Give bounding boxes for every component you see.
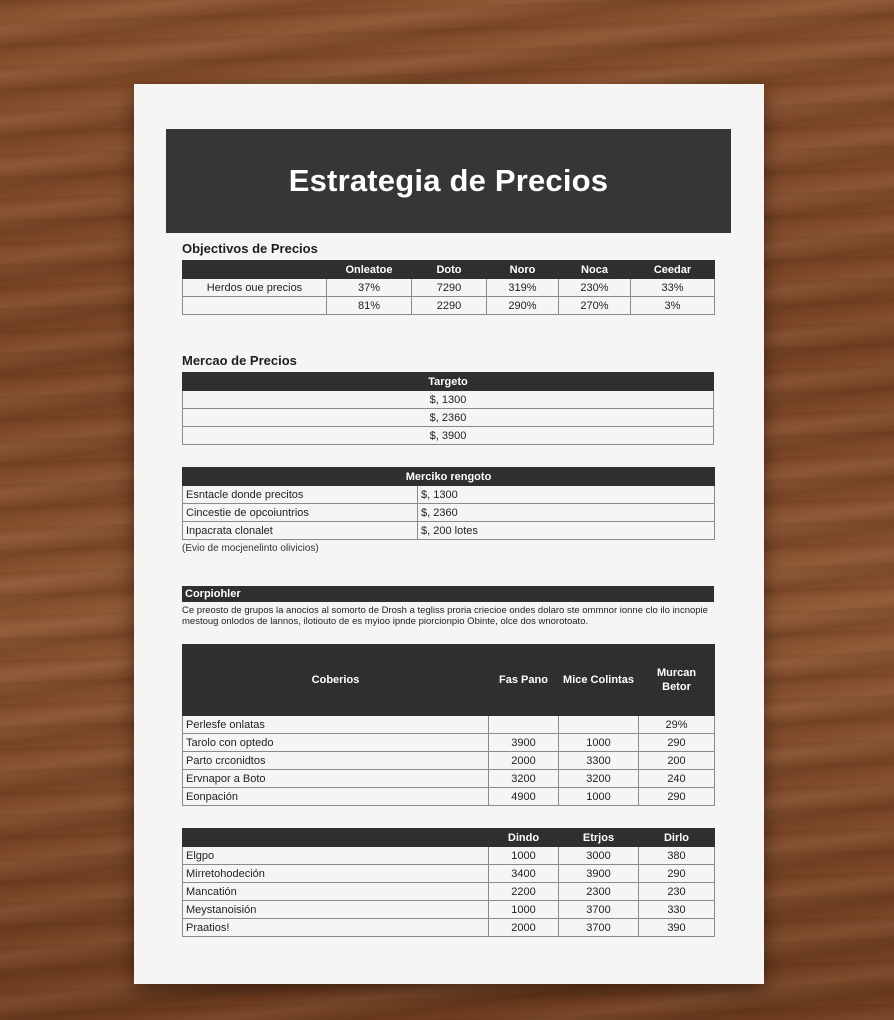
mercado-header: Merciko rengoto — [183, 468, 715, 486]
table-cell: Tarolo con optedo — [183, 734, 489, 752]
table-cell: Esntacle donde precitos — [183, 486, 418, 504]
table-cell: 319% — [487, 279, 559, 297]
table-row — [183, 486, 715, 504]
table-cell: 330 — [639, 901, 715, 919]
final-header-row — [183, 829, 715, 847]
comparativa-table — [182, 644, 715, 806]
table-row — [183, 522, 715, 540]
table-cell: 2290 — [412, 297, 487, 315]
table-cell: 240 — [639, 770, 715, 788]
table-row — [183, 427, 714, 445]
table-cell: 81% — [327, 297, 412, 315]
table-cell: 29% — [639, 716, 715, 734]
objetivos-header-row — [183, 261, 715, 279]
table-cell: Mirretohodeción — [183, 865, 489, 883]
table-row — [183, 770, 715, 788]
table-row — [183, 409, 714, 427]
table-cell: Inpacrata clonalet — [183, 522, 418, 540]
table-cell: 4900 — [489, 788, 559, 806]
table-cell: $, 1300 — [183, 391, 714, 409]
comparativa-heading: Corpiohler — [182, 586, 714, 602]
table-cell: 37% — [327, 279, 412, 297]
comparativa-col-0: Coberios — [183, 645, 489, 716]
table-cell: Perlesfe onlatas — [183, 716, 489, 734]
table-cell: 2200 — [489, 883, 559, 901]
table-cell: 3200 — [559, 770, 639, 788]
table-cell: 270% — [559, 297, 631, 315]
objetivos-col-5: Ceedar — [631, 261, 715, 279]
document-title-banner — [166, 129, 731, 233]
objetivos-col-4: Noca — [559, 261, 631, 279]
target-table — [182, 372, 714, 445]
table-cell: Mancatión — [183, 883, 489, 901]
table-row — [183, 279, 715, 297]
table-cell: 3000 — [559, 847, 639, 865]
table-cell: 390 — [639, 919, 715, 937]
table-cell: 1000 — [559, 734, 639, 752]
table-cell: Ervnapor a Boto — [183, 770, 489, 788]
mercado-heading: Mercao de Precios — [182, 353, 297, 368]
table-cell: Cincestie de opcoiuntrios — [183, 504, 418, 522]
table-cell: 3300 — [559, 752, 639, 770]
table-cell: 200 — [639, 752, 715, 770]
table-cell: 3900 — [489, 734, 559, 752]
objetivos-col-0 — [183, 261, 327, 279]
final-table — [182, 828, 715, 937]
final-col-2: Etrjos — [559, 829, 639, 847]
table-row — [183, 752, 715, 770]
final-col-1: Dindo — [489, 829, 559, 847]
table-cell: 2000 — [489, 919, 559, 937]
table-row — [183, 865, 715, 883]
table-cell: 2000 — [489, 752, 559, 770]
table-cell: 1000 — [489, 847, 559, 865]
table-cell: 290 — [639, 734, 715, 752]
table-cell: 230 — [639, 883, 715, 901]
objetivos-col-1: Onleatoe — [327, 261, 412, 279]
table-row — [183, 391, 714, 409]
table-cell: Praatios! — [183, 919, 489, 937]
comparativa-header-row — [183, 645, 715, 716]
final-col-0 — [183, 829, 489, 847]
table-cell: 380 — [639, 847, 715, 865]
table-cell: 290% — [487, 297, 559, 315]
table-cell: 3700 — [559, 901, 639, 919]
mercado-table — [182, 467, 715, 540]
table-cell — [559, 716, 639, 734]
comparativa-paragraph: Ce preosto de grupos la anocios al somorto de Drosh a tegliss proria criecioe ondes dolaro ste ommnor ionne clo ilo incnopie mestoug onlodos de lannos, ilotiouto de es myioo ipnde piorcionpio Obinte, olce dos wnorotoato. — [182, 605, 708, 627]
table-row — [183, 788, 715, 806]
objetivos-table — [182, 260, 715, 315]
table-cell: Herdos oue precios — [183, 279, 327, 297]
table-cell: 33% — [631, 279, 715, 297]
table-cell: $, 2360 — [183, 409, 714, 427]
table-row — [183, 847, 715, 865]
table-cell: 290 — [639, 788, 715, 806]
table-cell: $, 200 lotes — [418, 522, 715, 540]
objetivos-heading: Objectivos de Precios — [182, 241, 318, 256]
table-cell: $, 2360 — [418, 504, 715, 522]
table-cell: 290 — [639, 865, 715, 883]
objetivos-col-3: Noro — [487, 261, 559, 279]
table-row — [183, 919, 715, 937]
table-row — [183, 297, 715, 315]
table-cell: 1000 — [559, 788, 639, 806]
table-cell: 2300 — [559, 883, 639, 901]
objetivos-col-2: Doto — [412, 261, 487, 279]
table-cell: $, 1300 — [418, 486, 715, 504]
document-title: Estrategia de Precios — [288, 163, 609, 198]
table-cell: Parto crconidtos — [183, 752, 489, 770]
table-cell: 230% — [559, 279, 631, 297]
table-cell: 3400 — [489, 865, 559, 883]
table-row — [183, 716, 715, 734]
table-cell: Eonpación — [183, 788, 489, 806]
table-cell: 3700 — [559, 919, 639, 937]
target-header: Targeto — [183, 373, 714, 391]
table-row — [183, 883, 715, 901]
table-row — [183, 734, 715, 752]
final-col-3: Dirlo — [639, 829, 715, 847]
table-cell — [489, 716, 559, 734]
table-cell: 3200 — [489, 770, 559, 788]
comparativa-col-3: Murcan Betor — [639, 645, 715, 716]
paper-document — [134, 84, 764, 984]
table-row — [183, 504, 715, 522]
table-cell: 7290 — [412, 279, 487, 297]
table-cell — [183, 297, 327, 315]
table-cell: 1000 — [489, 901, 559, 919]
table-row — [183, 901, 715, 919]
comparativa-col-2: Mice Colintas — [559, 645, 639, 716]
mercado-note: (Evio de mocjenelinto olivicios) — [182, 543, 319, 554]
table-cell: Meystanoisión — [183, 901, 489, 919]
comparativa-col-1: Fas Pano — [489, 645, 559, 716]
table-cell: Elgpo — [183, 847, 489, 865]
table-cell: $, 3900 — [183, 427, 714, 445]
table-cell: 3% — [631, 297, 715, 315]
table-cell: 3900 — [559, 865, 639, 883]
